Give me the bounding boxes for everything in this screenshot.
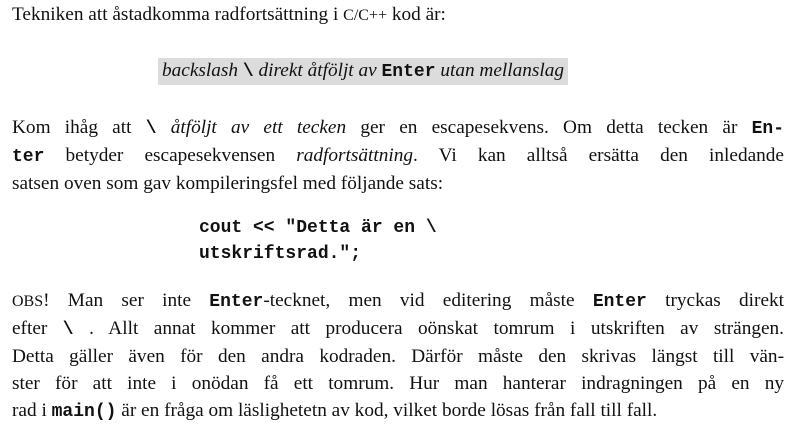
p1-text: betyder escapesekvensen bbox=[44, 145, 297, 166]
paragraph1-line1 bbox=[12, 117, 784, 139]
enter-code: Enter bbox=[209, 292, 264, 312]
note-line2 bbox=[12, 318, 784, 340]
p1-text: ger en escapesekvens. Om detta tecken är bbox=[346, 117, 752, 138]
note-text: är en fråga om läslighetetn av kod, vilket borde lösas från fall till fall. bbox=[116, 400, 658, 421]
p1-text: . Vi kan alltså ersätta den inledande bbox=[413, 145, 784, 166]
obs-label: OBS bbox=[12, 293, 44, 310]
highlight-text-c: utan mellanslag bbox=[435, 60, 565, 81]
main-code: main() bbox=[51, 402, 117, 422]
backslash-code: \ bbox=[62, 320, 74, 340]
enter-code-part: En- bbox=[751, 119, 785, 139]
enter-code: Enter bbox=[592, 292, 647, 312]
highlight-text-a: backslash bbox=[162, 60, 243, 81]
enter-code: Enter bbox=[381, 62, 436, 82]
paragraph1-line2 bbox=[12, 145, 784, 167]
backslash-code: \ bbox=[145, 119, 157, 139]
note-line4: ster för att inte i onödan få ett tomrum. Hur man hanterar indragningen på en ny bbox=[12, 373, 784, 394]
highlight-text-b: direkt åtföljt av bbox=[253, 60, 382, 81]
p1-italic: radfortsättning bbox=[296, 145, 413, 166]
highlighted-rule bbox=[158, 58, 568, 85]
p1-space bbox=[157, 117, 171, 138]
p1-italic: åtföljt av ett tecken bbox=[170, 117, 347, 138]
note-text: ! Man ser inte bbox=[43, 290, 210, 311]
note-line1 bbox=[12, 290, 784, 312]
note-text: efter bbox=[12, 318, 63, 339]
intro-text: Tekniken att åstadkomma radfortsättning i bbox=[12, 4, 344, 25]
note-text: . Allt annat kommer att producera oönskat tomrum i utskriften av strängen. bbox=[73, 318, 784, 339]
note-text: rad i bbox=[12, 400, 52, 421]
paragraph1-line3: satsen oven som gav kompileringsfel med följande sats: bbox=[12, 173, 444, 194]
intro-line bbox=[12, 4, 446, 26]
cpp-label: C/C++ bbox=[343, 7, 388, 24]
note-line3: Detta gäller även för den andra kodraden. Därför måste den skrivas längst till vän- bbox=[12, 346, 784, 367]
p1-text: Kom ihåg att bbox=[12, 117, 146, 138]
code-line-2: utskriftsrad."; bbox=[199, 244, 362, 264]
note-text: -tecknet, men vid editering måste bbox=[263, 290, 593, 311]
enter-code-part: ter bbox=[12, 147, 45, 167]
note-text: tryckas direkt bbox=[646, 290, 784, 311]
code-line-1: cout << "Detta är en \ bbox=[199, 218, 437, 238]
backslash-code: \ bbox=[242, 62, 254, 82]
note-line5 bbox=[12, 400, 657, 422]
intro-end: kod är: bbox=[387, 4, 446, 25]
